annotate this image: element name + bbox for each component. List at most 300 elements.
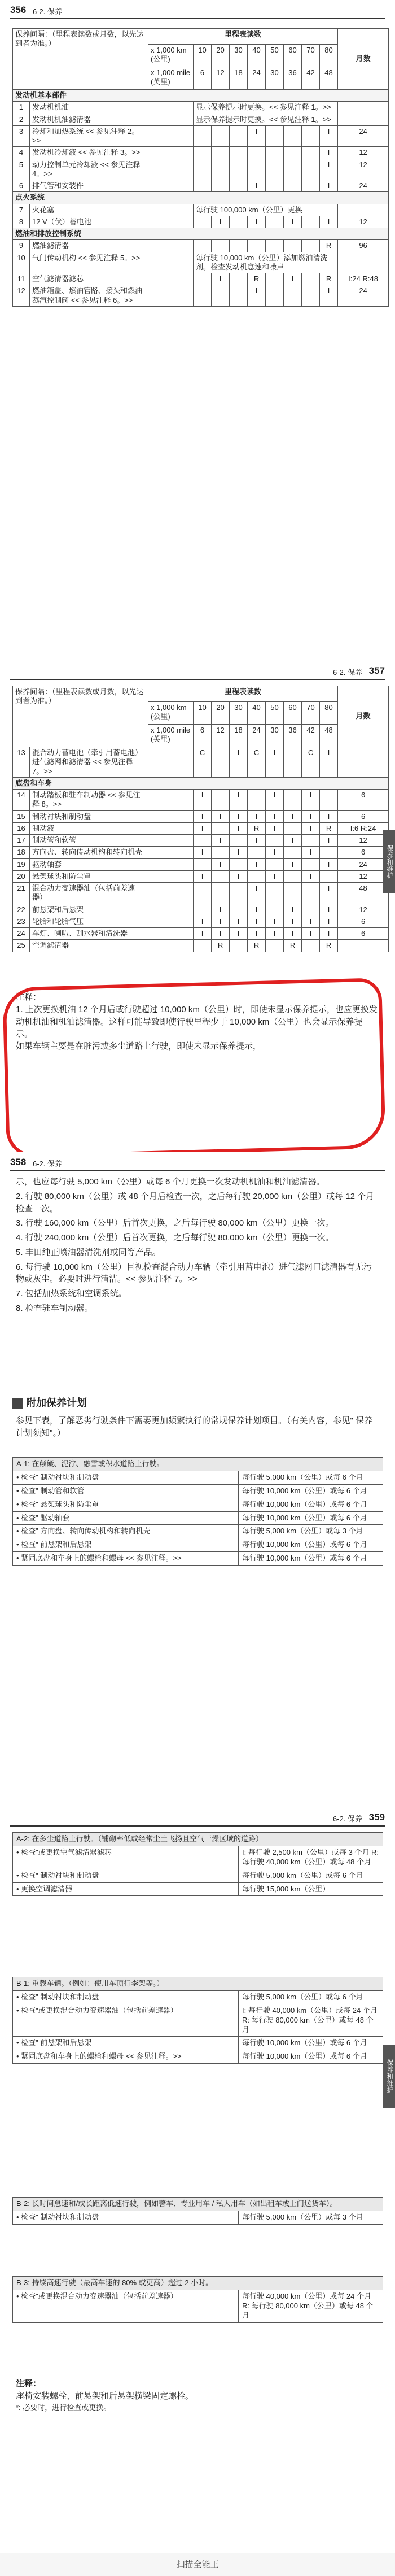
interval-cell: I <box>194 847 212 858</box>
row-number: 4 <box>13 147 30 159</box>
table-row <box>13 835 389 847</box>
interval-cell <box>194 180 212 192</box>
interval-cell: I <box>194 916 212 927</box>
table-title: A-2: 在多尘道路上行驶。（铺砌率低或经常尘土飞扬且空气干燥区域的道路） <box>13 1833 383 1846</box>
interval-cell <box>212 180 230 192</box>
condition-table-b2 <box>12 2197 383 2225</box>
interval-cell <box>230 216 248 228</box>
interval-cell <box>248 790 266 811</box>
interval-cell <box>284 847 302 858</box>
item-name: 冷却和加热系统 << 参见注释 2。>> <box>30 125 148 147</box>
notes-continued <box>16 1176 378 1315</box>
interval-cell <box>230 159 248 180</box>
km-value: 10 <box>194 702 212 725</box>
unit-cell <box>148 180 194 192</box>
months-cell: 6 <box>338 916 389 927</box>
note-1-cont: 如果车辆主要是在脏污或多尘道路上行驶，即使未显示保养提示， <box>16 1041 262 1051</box>
item-name: 发动机冷却液 << 参见注释 3。>> <box>30 147 148 159</box>
row-number: 16 <box>13 822 30 834</box>
interval-cell: I <box>248 180 266 192</box>
interval-cell <box>320 790 338 811</box>
unit-cell <box>148 159 194 180</box>
section-marker-icon <box>12 1398 23 1409</box>
interval-cell <box>194 240 212 252</box>
check-interval: 每行驶 5,000 km（公里）或每 6 个月 <box>239 1869 383 1882</box>
row-number: 9 <box>13 240 30 252</box>
note-footnote: *: 必要时，进行检查或更换。 <box>16 2403 111 2412</box>
table-row <box>13 1498 383 1511</box>
interval-cell: I <box>212 928 230 940</box>
item-name: 气门传动机构 << 参见注释 5。>> <box>30 252 148 273</box>
km-value: 80 <box>320 702 338 725</box>
table-row <box>13 1990 383 2004</box>
interval-cell <box>212 285 230 307</box>
interval-cell: I <box>320 285 338 307</box>
interval-cell <box>302 216 320 228</box>
interval-cell: I <box>194 810 212 822</box>
interval-cell <box>230 240 248 252</box>
interval-cell: I <box>320 928 338 940</box>
check-item: • 更换空调滤清器 <box>13 1882 239 1896</box>
table-row <box>13 240 389 252</box>
interval-cell <box>302 940 320 952</box>
months-cell: 12 <box>338 147 389 159</box>
interval-cell: I <box>212 858 230 870</box>
interval-cell: I <box>284 216 302 228</box>
interval-cell <box>266 285 284 307</box>
table-row <box>13 2290 383 2322</box>
interval-cell: I <box>248 916 266 927</box>
interval-cell: I <box>320 147 338 159</box>
interval-cell <box>230 835 248 847</box>
unit-cell <box>148 240 194 252</box>
odometer-header: 里程表读数 <box>148 29 338 45</box>
table-row <box>13 1552 383 1566</box>
interval-cell: I <box>302 916 320 927</box>
table-row <box>13 904 389 916</box>
interval-cell: I <box>248 904 266 916</box>
interval-cell: I <box>248 883 266 904</box>
note-item: 2. 行驶 80,000 km（公里）或 48 个月后检查一次，之后每行驶 20,000 km（公里）或每 12 个月检查一次。 <box>16 1191 375 1214</box>
interval-cell: I <box>230 790 248 811</box>
table-row <box>13 847 389 858</box>
interval-cell <box>194 147 212 159</box>
note-item: 3. 行驶 160,000 km（公里）后首次更换，之后每行驶 80,000 km（公里）更换一次。 <box>16 1218 334 1228</box>
interval-cell <box>284 159 302 180</box>
interval-cell <box>248 240 266 252</box>
row-number: 8 <box>13 216 30 228</box>
section-title: 6-2. 保养 <box>332 1815 362 1823</box>
interval-cell: I <box>266 747 284 778</box>
item-name: 发动机机油滤清器 <box>30 114 148 125</box>
interval-cell <box>230 858 248 870</box>
months-cell <box>338 102 389 114</box>
interval-cell <box>266 883 284 904</box>
note-1: 1. 上次更换机油 12 个月后或行驶超过 10,000 km（公里）时，即使未显示保养提示，也应更换发动机机油和机油滤清器。这样可能导致即使行驶里程少于 10,000 km（公里）也会显示保养提示。 <box>16 1004 378 1039</box>
km-value: 20 <box>212 45 230 67</box>
interval-cell: R <box>248 822 266 834</box>
interval-cell <box>302 858 320 870</box>
table-row <box>13 940 389 952</box>
table-title: B-3: 持续高速行驶（最高车速的 80% 或更高）超过 2 小时。 <box>13 2277 383 2290</box>
interval-cell: R <box>284 940 302 952</box>
item-name: 混合动力变速器油（包括前差速器） <box>30 883 148 904</box>
table-row <box>13 159 389 180</box>
interval-cell <box>212 870 230 882</box>
extra-schedule-title: 附加保养计划 <box>12 1395 87 1410</box>
check-item: • 检查" 悬架球头和防尘罩 <box>13 1498 239 1511</box>
table-row <box>13 928 389 940</box>
interval-cell: I <box>320 216 338 228</box>
category-row <box>13 90 389 102</box>
table-row <box>13 2037 383 2050</box>
interval-cell <box>212 125 230 147</box>
interval-cell <box>230 147 248 159</box>
months-cell: 24 <box>338 858 389 870</box>
unit-cell <box>148 904 194 916</box>
odometer-header: 里程表读数 <box>148 686 338 702</box>
category-row <box>13 228 389 240</box>
interval-cell <box>284 180 302 192</box>
months-cell: 12 <box>338 904 389 916</box>
km-value: 60 <box>284 702 302 725</box>
item-name: 发动机机油 <box>30 102 148 114</box>
unit-cell <box>148 285 194 307</box>
km-value: 40 <box>248 45 266 67</box>
item-name: 悬架球头和防尘罩 <box>30 870 148 882</box>
check-interval: 每行驶 40,000 km（公里）或每 24 个月 R: 每行驶 80,000 km（公里）或每 48 个月 <box>239 2290 383 2322</box>
item-name: 车灯、喇叭、刮水器和清洗器 <box>30 928 148 940</box>
months-cell <box>338 940 389 952</box>
row-number: 5 <box>13 159 30 180</box>
interval-cell <box>302 147 320 159</box>
check-item: • 紧固底盘和车身上的螺栓和螺母 << 参见注释。>> <box>13 1552 239 1566</box>
months-cell: I:6 R:24 <box>338 822 389 834</box>
table-row <box>13 252 389 273</box>
check-interval: 每行驶 15,000 km（公里） <box>239 1882 383 1896</box>
km-value: 10 <box>194 45 212 67</box>
mile-unit: x 1,000 mile (英里) <box>148 67 194 90</box>
interval-cell <box>266 273 284 285</box>
table-row <box>13 790 389 811</box>
interval-cell <box>212 159 230 180</box>
section-title: 6-2. 保养 <box>33 7 63 16</box>
interval-cell <box>194 904 212 916</box>
interval-cell: I <box>266 928 284 940</box>
check-item: • 检查"或更换混合动力变速器油（包括前差速器） <box>13 2004 239 2037</box>
interval-cell <box>266 216 284 228</box>
interval-cell: I <box>302 810 320 822</box>
interval-note: 显示保养提示时更换。<< 参见注释 1。>> <box>194 114 338 125</box>
row-number: 19 <box>13 858 30 870</box>
months-cell <box>338 747 389 778</box>
interval-cell <box>302 285 320 307</box>
interval-cell <box>302 125 320 147</box>
km-value: 30 <box>230 702 248 725</box>
row-number: 13 <box>13 747 30 778</box>
category-row <box>13 777 389 789</box>
interval-cell <box>266 835 284 847</box>
note-item: 8. 检查驻车制动器。 <box>16 1303 93 1313</box>
check-interval: 每行驶 5,000 km（公里）或每 3 个月 <box>239 2211 383 2224</box>
interval-cell: R <box>320 240 338 252</box>
km-value: 70 <box>302 702 320 725</box>
item-name: 前悬架和后悬架 <box>30 904 148 916</box>
unit-cell <box>148 870 194 882</box>
interval-cell: I <box>248 858 266 870</box>
table-row <box>13 1882 383 1896</box>
interval-cell <box>284 240 302 252</box>
interval-header: 保养间隔：（里程表读数或月数，以先达到者为准。） <box>13 29 148 90</box>
check-item: • 检查" 制动衬块和制动盘 <box>13 1471 239 1484</box>
category-label: 发动机基本部件 <box>13 90 389 102</box>
scanner-watermark: 扫描全能王 <box>0 2553 395 2576</box>
interval-cell: I <box>284 273 302 285</box>
unit-cell <box>148 916 194 927</box>
unit-cell <box>148 835 194 847</box>
item-name: 燃油箱盖、燃油管路、接头和燃油蒸汽控制阀 << 参见注释 6。>> <box>30 285 148 307</box>
months-cell: 24 <box>338 285 389 307</box>
months-cell: I:24 R:48 <box>338 273 389 285</box>
mile-value: 30 <box>266 67 284 90</box>
unit-cell <box>148 147 194 159</box>
interval-cell <box>284 747 302 778</box>
mile-value: 18 <box>230 67 248 90</box>
months-cell: 12 <box>338 870 389 882</box>
interval-cell: I <box>284 928 302 940</box>
row-number: 25 <box>13 940 30 952</box>
row-number: 2 <box>13 114 30 125</box>
interval-cell: C <box>302 747 320 778</box>
table-title: B-1: 重载车辆。（例如：使用车顶行李架等。） <box>13 1977 383 1991</box>
interval-cell <box>230 940 248 952</box>
interval-cell: I <box>248 125 266 147</box>
months-cell <box>338 252 389 273</box>
mile-value: 12 <box>212 725 230 747</box>
table-row <box>13 102 389 114</box>
table-row <box>13 1846 383 1869</box>
interval-cell <box>302 835 320 847</box>
row-number: 23 <box>13 916 30 927</box>
interval-cell: I <box>320 858 338 870</box>
interval-cell: I <box>230 822 248 834</box>
interval-cell <box>248 870 266 882</box>
interval-cell <box>194 285 212 307</box>
interval-cell <box>212 147 230 159</box>
interval-cell: I <box>302 928 320 940</box>
table-row <box>13 2004 383 2037</box>
interval-cell: I <box>284 835 302 847</box>
row-number: 12 <box>13 285 30 307</box>
table-row <box>13 883 389 904</box>
months-cell: 12 <box>338 216 389 228</box>
table-row <box>13 216 389 228</box>
interval-cell: I <box>320 180 338 192</box>
notes <box>16 2378 378 2413</box>
table-row <box>13 125 389 147</box>
interval-cell: I <box>194 822 212 834</box>
unit-cell <box>148 204 194 216</box>
item-name: 混合动力蓄电池（牵引用蓄电池）进气滤网和滤清器 << 参见注释 7。>> <box>30 747 148 778</box>
interval-cell <box>266 240 284 252</box>
mile-value: 12 <box>212 67 230 90</box>
interval-cell <box>248 159 266 180</box>
table-row <box>13 870 389 882</box>
category-label: 底盘和车身 <box>13 777 389 789</box>
interval-cell: I <box>212 904 230 916</box>
interval-cell: I <box>320 747 338 778</box>
check-interval: 每行驶 10,000 km（公里）或每 6 个月 <box>239 1552 383 1566</box>
interval-cell: I <box>230 847 248 858</box>
check-item: • 检查" 制动衬块和制动盘 <box>13 2211 239 2224</box>
unit-cell <box>148 847 194 858</box>
unit-cell <box>148 810 194 822</box>
interval-cell <box>194 273 212 285</box>
interval-cell: I <box>284 916 302 927</box>
interval-cell <box>284 125 302 147</box>
table-row <box>13 285 389 307</box>
table-title: B-2: 长时间怠速和/或长距离低速行驶，例如警车、专业用车 / 私人用车（如出租车或上门送货车）。 <box>13 2198 383 2211</box>
table-title: A-1: 在颠簸、泥泞、融雪或积水道路上行驶。 <box>13 1458 383 1471</box>
interval-cell <box>284 285 302 307</box>
interval-cell <box>230 180 248 192</box>
interval-cell: I <box>212 835 230 847</box>
months-cell: 24 <box>338 125 389 147</box>
interval-cell <box>302 904 320 916</box>
unit-cell <box>148 858 194 870</box>
interval-cell <box>212 747 230 778</box>
page-header <box>10 3 385 19</box>
page-header <box>10 664 385 680</box>
interval-cell: I <box>212 810 230 822</box>
unit-cell <box>148 216 194 228</box>
interval-cell <box>302 180 320 192</box>
km-value: 50 <box>266 702 284 725</box>
unit-cell <box>148 883 194 904</box>
km-value: 60 <box>284 45 302 67</box>
interval-cell <box>194 835 212 847</box>
row-number: 17 <box>13 835 30 847</box>
interval-cell <box>302 159 320 180</box>
mile-value: 36 <box>284 67 302 90</box>
interval-cell: I <box>302 870 320 882</box>
interval-cell: R <box>212 940 230 952</box>
table-row <box>13 147 389 159</box>
row-number: 20 <box>13 870 30 882</box>
interval-cell: I <box>266 870 284 882</box>
interval-cell <box>284 870 302 882</box>
extra-schedule-intro: 参见下表，了解恶劣行驶条件下需要更加频繁执行的常规保养计划项目。（有关内容，参见" 保养计划须知"。） <box>16 1416 372 1438</box>
interval-cell: I <box>230 928 248 940</box>
unit-cell <box>148 747 194 778</box>
interval-cell: I <box>248 835 266 847</box>
months-cell: 6 <box>338 810 389 822</box>
interval-cell: R <box>320 822 338 834</box>
mile-value: 48 <box>320 725 338 747</box>
item-name: 制动管和软管 <box>30 835 148 847</box>
notes-title: 注释： <box>16 992 42 1002</box>
item-name: 制动踏板和驻车制动器 << 参见注释 8。>> <box>30 790 148 811</box>
check-item: • 检查" 前悬架和后悬架 <box>13 1538 239 1552</box>
page-356 <box>0 0 395 661</box>
note-item: 7. 包括加热系统和空调系统。 <box>16 1289 127 1298</box>
interval-cell <box>248 847 266 858</box>
interval-cell: I <box>302 790 320 811</box>
unit-cell <box>148 114 194 125</box>
note-item: 5. 丰田纯正喷油器清洗剂或同等产品。 <box>16 1247 161 1257</box>
interval-cell <box>194 858 212 870</box>
check-interval: 每行驶 5,000 km（公里）或每 3 个月 <box>239 1525 383 1538</box>
check-interval: I: 每行驶 40,000 km（公里）或每 24 个月 R: 每行驶 80,000 km（公里）或每 48 个月 <box>239 2004 383 2037</box>
km-value: 50 <box>266 45 284 67</box>
interval-cell: I <box>230 916 248 927</box>
months-cell <box>338 204 389 216</box>
check-interval: 每行驶 10,000 km（公里）或每 6 个月 <box>239 2037 383 2050</box>
interval-cell <box>194 216 212 228</box>
check-item: • 检查" 制动衬块和制动盘 <box>13 1869 239 1882</box>
interval-cell <box>248 147 266 159</box>
interval-cell: I <box>212 216 230 228</box>
interval-cell: I <box>194 870 212 882</box>
interval-cell: I <box>266 810 284 822</box>
page-header <box>10 1811 385 1827</box>
months-cell: 6 <box>338 847 389 858</box>
mile-value: 24 <box>248 67 266 90</box>
item-name: 轮胎和轮胎气压 <box>30 916 148 927</box>
chapter-tab[interactable]: 保养和维护 <box>383 830 395 893</box>
mile-value: 24 <box>248 725 266 747</box>
check-interval: 每行驶 5,000 km（公里）或每 6 个月 <box>239 1990 383 2004</box>
interval-cell <box>302 273 320 285</box>
row-number: 14 <box>13 790 30 811</box>
section-title: 6-2. 保养 <box>332 668 362 677</box>
unit-cell <box>148 273 194 285</box>
interval-cell <box>230 273 248 285</box>
category-label: 燃油和排放控制系统 <box>13 228 389 240</box>
interval-cell: I <box>230 870 248 882</box>
interval-cell: I <box>284 904 302 916</box>
interval-cell: I <box>230 747 248 778</box>
table-row <box>13 1538 383 1552</box>
mile-value: 48 <box>320 67 338 90</box>
check-interval: 每行驶 10,000 km（公里）或每 6 个月 <box>239 1538 383 1552</box>
mile-value: 6 <box>194 725 212 747</box>
interval-cell: I <box>320 835 338 847</box>
interval-cell: I <box>230 810 248 822</box>
months-header: 月数 <box>338 686 389 747</box>
check-item: • 检查" 制动管和软管 <box>13 1484 239 1498</box>
months-cell: 12 <box>338 835 389 847</box>
table-row <box>13 1471 383 1484</box>
check-interval: 每行驶 10,000 km（公里）或每 6 个月 <box>239 2050 383 2064</box>
item-name: 空气滤清器滤芯 <box>30 273 148 285</box>
item-name: 方向盘、转向传动机构和转向机壳 <box>30 847 148 858</box>
interval-cell <box>266 125 284 147</box>
interval-cell <box>212 790 230 811</box>
km-unit: x 1,000 km (公里) <box>148 45 194 67</box>
interval-cell <box>230 285 248 307</box>
months-cell: 12 <box>338 159 389 180</box>
page-number: 356 <box>10 5 27 15</box>
interval-cell: I <box>266 916 284 927</box>
interval-cell <box>302 883 320 904</box>
page-359 <box>0 1807 395 2553</box>
interval-cell: I <box>248 216 266 228</box>
row-number: 7 <box>13 204 30 216</box>
chapter-tab[interactable]: 保养和维护 <box>383 2045 395 2108</box>
row-number: 21 <box>13 883 30 904</box>
interval-cell: I <box>266 822 284 834</box>
